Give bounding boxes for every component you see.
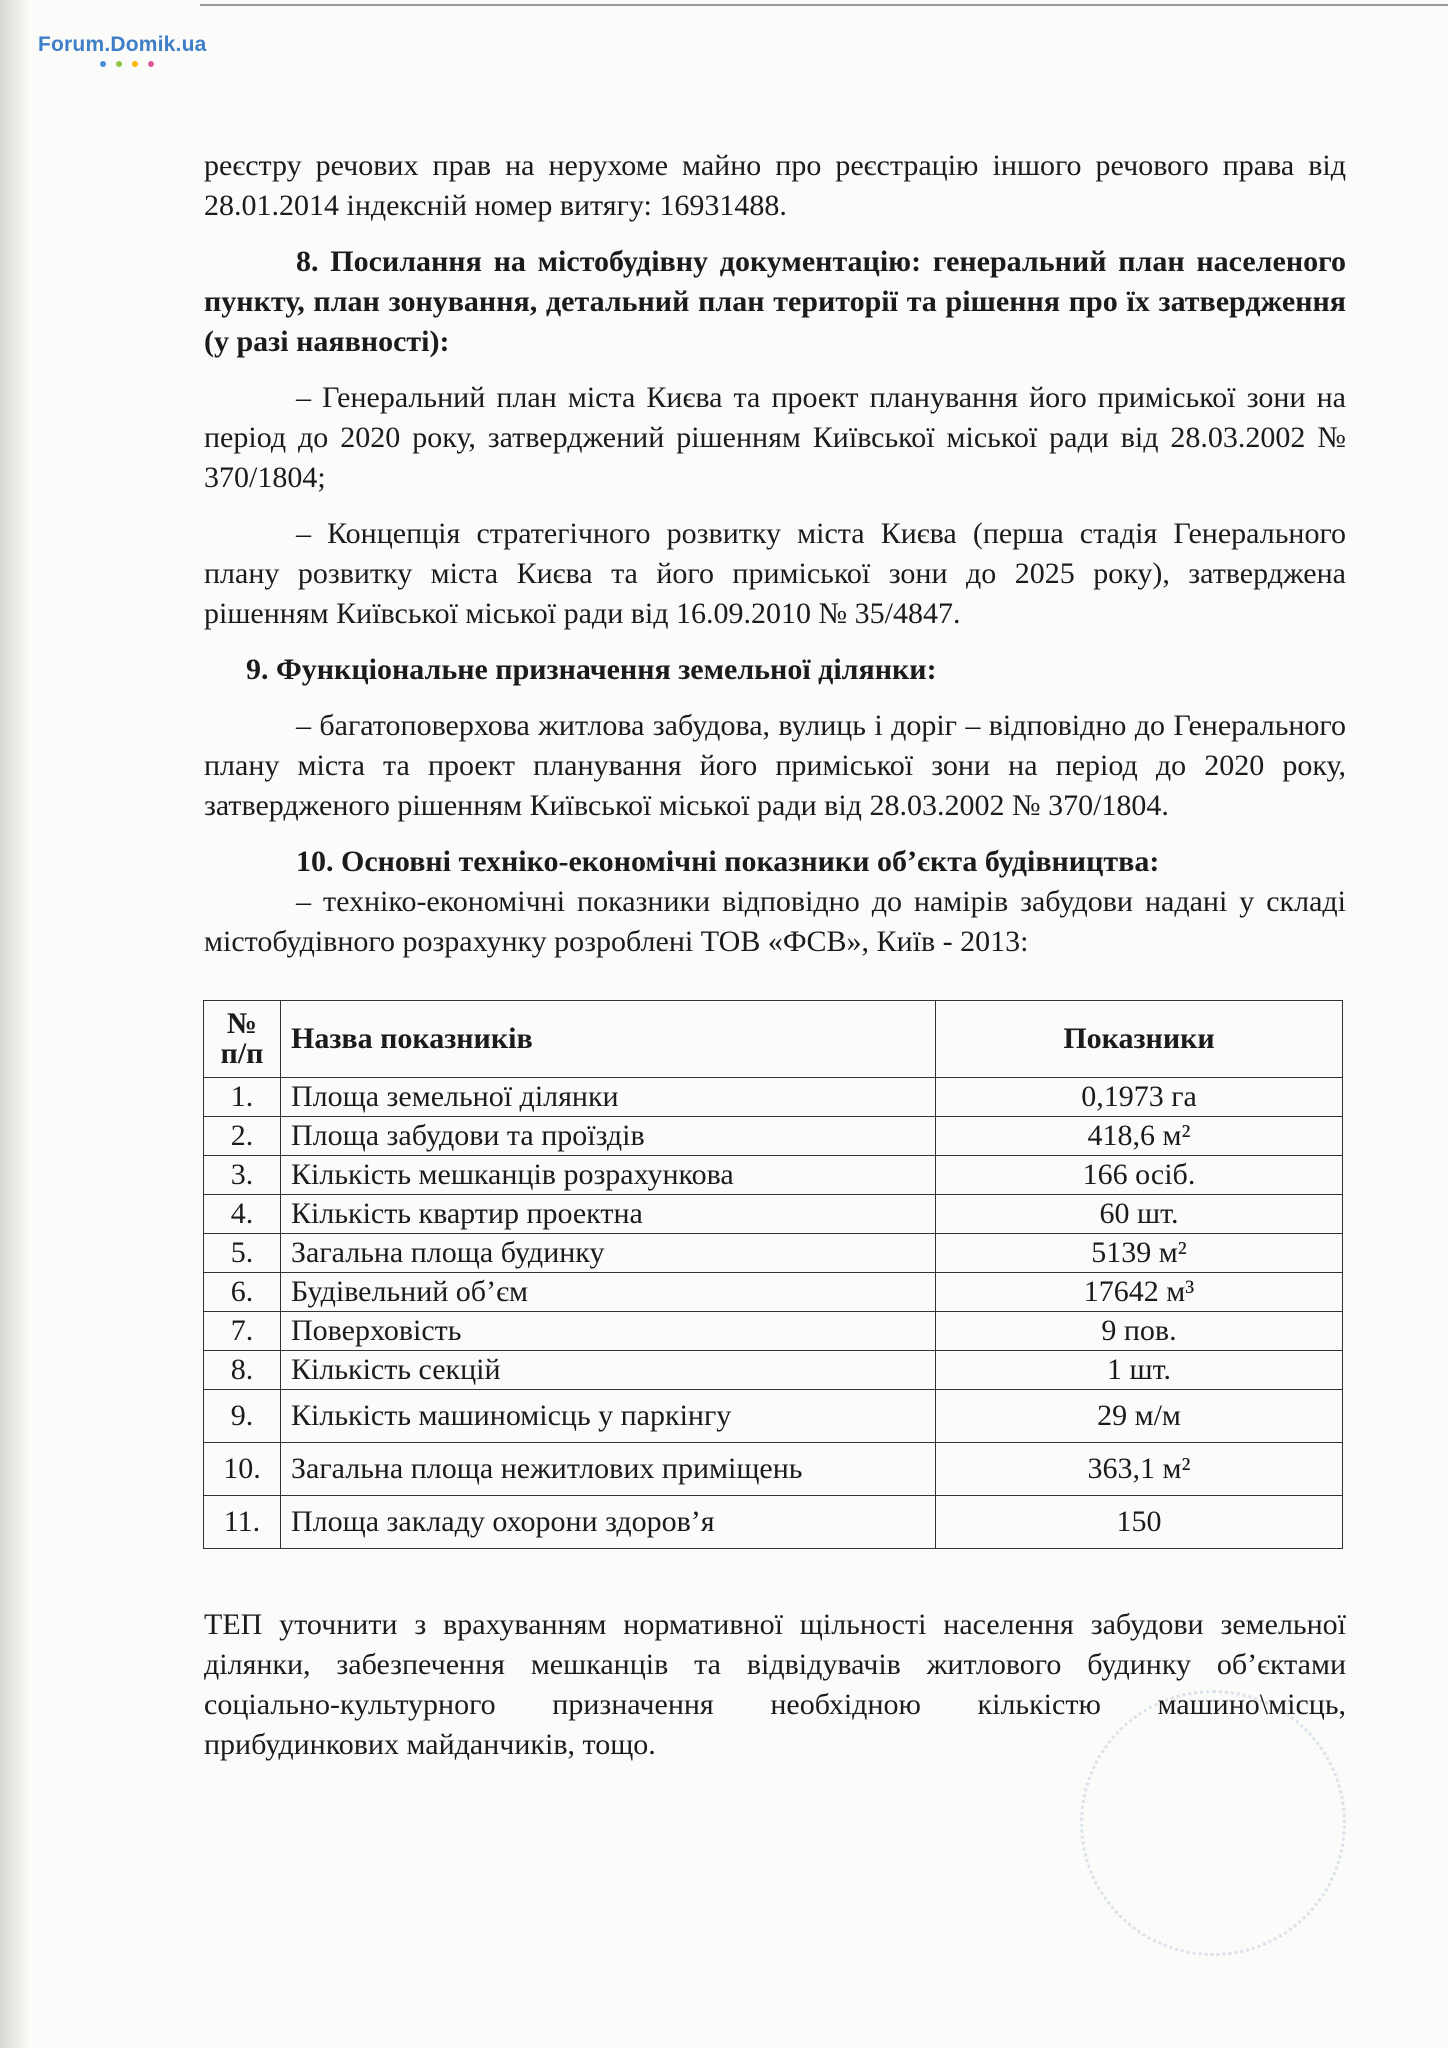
header-num-line1: № [226,1007,258,1040]
row-num: 5. [204,1234,281,1273]
row-num: 3. [204,1156,281,1195]
row-num: 11. [204,1496,281,1549]
row-name: Загальна площа нежитлових приміщень [281,1443,936,1496]
section-8-heading: 8. Посилання на містобудівну документацію: генеральний план населеного пункту, план зонування, детальний план території та рішення про їх затвердження (у разі наявності): [204,245,1346,358]
row-name: Загальна площа будинку [281,1234,936,1273]
scan-top-line [200,4,1448,6]
header-num-line2: п/п [220,1037,264,1070]
row-num: 2. [204,1117,281,1156]
row-num: 8. [204,1351,281,1390]
intro-paragraph: реєстру речових прав на нерухоме майно про реєстрацію іншого речового права від 28.01.2014 індексній номер витягу: 16931488. [204,149,1346,222]
row-name: Площа закладу охорони здоров’я [281,1496,936,1549]
forum-watermark: Forum.Domik.ua [38,33,207,56]
table-row [204,1117,1343,1156]
document-page [204,146,1346,1765]
section-10-item-1: – техніко-економічні показники відповідно до намірів забудови надані у складі містобудівного розрахунку розроблені ТОВ «ФСВ», Київ - 2013: [204,885,1346,958]
row-value: 17642 м³ [936,1273,1343,1312]
row-name: Площа земельної ділянки [281,1078,936,1117]
section-10-heading: 10. Основні техніко-економічні показники об’єкта будівництва: [296,845,1160,878]
row-value: 29 м/м [936,1390,1343,1443]
row-value: 166 осіб. [936,1156,1343,1195]
row-num: 9. [204,1390,281,1443]
row-name: Будівельний об’єм [281,1273,936,1312]
row-name: Поверховість [281,1312,936,1351]
row-num: 1. [204,1078,281,1117]
row-name: Кількість мешканців розрахункова [281,1156,936,1195]
watermark-dot [132,61,138,67]
closing-paragraph: ТЕП уточнити з врахуванням нормативної щільності населення забудови земельної ділянки, забезпечення мешканців та відвідувачів житлового будинку об’єктами соціально-культурного призначення необхідною кількістю машино\місць, прибудинкових майданчиків, тощо. [204,1608,1346,1761]
table-row [204,1078,1343,1117]
watermark-dot [116,61,122,67]
row-num: 6. [204,1273,281,1312]
indicators-table [203,1000,1343,1549]
row-value: 60 шт. [936,1195,1343,1234]
row-num: 10. [204,1443,281,1496]
table-row [204,1443,1343,1496]
row-value: 418,6 м² [936,1117,1343,1156]
row-name: Площа забудови та проїздів [281,1117,936,1156]
row-num: 4. [204,1195,281,1234]
table-header-row [204,1001,1343,1078]
table-row [204,1312,1343,1351]
header-value-cell: Показники [936,1001,1343,1078]
row-value: 9 пов. [936,1312,1343,1351]
table-row [204,1273,1343,1312]
watermark-dot [100,61,106,67]
watermark-dots [100,61,154,67]
row-value: 1 шт. [936,1351,1343,1390]
table-row [204,1234,1343,1273]
section-9-item-1: – багатоповерхова житлова забудова, вулиць і доріг – відповідно до Генерального плану міста та проект планування його приміської зони на період до 2020 року, затвердженого рішенням Київської міської ради від 28.03.2002 № 370/1804. [204,709,1346,822]
row-name: Кількість машиномісць у паркінгу [281,1390,936,1443]
table-row [204,1351,1343,1390]
table-row [204,1390,1343,1443]
row-name: Кількість секцій [281,1351,936,1390]
section-8-item-1: – Генеральний план міста Києва та проект планування його приміської зони на період до 2020 року, затверджений рішенням Київської міської ради від 28.03.2002 № 370/1804; [204,381,1346,494]
watermark-dot [148,61,154,67]
row-name: Кількість квартир проектна [281,1195,936,1234]
table-row [204,1195,1343,1234]
table-row [204,1156,1343,1195]
scan-left-edge [0,0,30,2048]
row-value: 0,1973 га [936,1078,1343,1117]
table-row [204,1496,1343,1549]
row-value: 363,1 м² [936,1443,1343,1496]
row-value: 5139 м² [936,1234,1343,1273]
section-8-item-2: – Концепція стратегічного розвитку міста Києва (перша стадія Генерального плану розвитку міста Києва та його приміської зони до 2025 року), затверджена рішенням Київської міської ради від 16.09.2010 № 35/4847. [204,517,1346,630]
row-num: 7. [204,1312,281,1351]
row-value: 150 [936,1496,1343,1549]
header-name-cell: Назва показників [281,1001,936,1078]
section-9-heading: 9. Функціональне призначення земельної ділянки: [246,653,937,686]
header-num-cell [204,1001,281,1078]
